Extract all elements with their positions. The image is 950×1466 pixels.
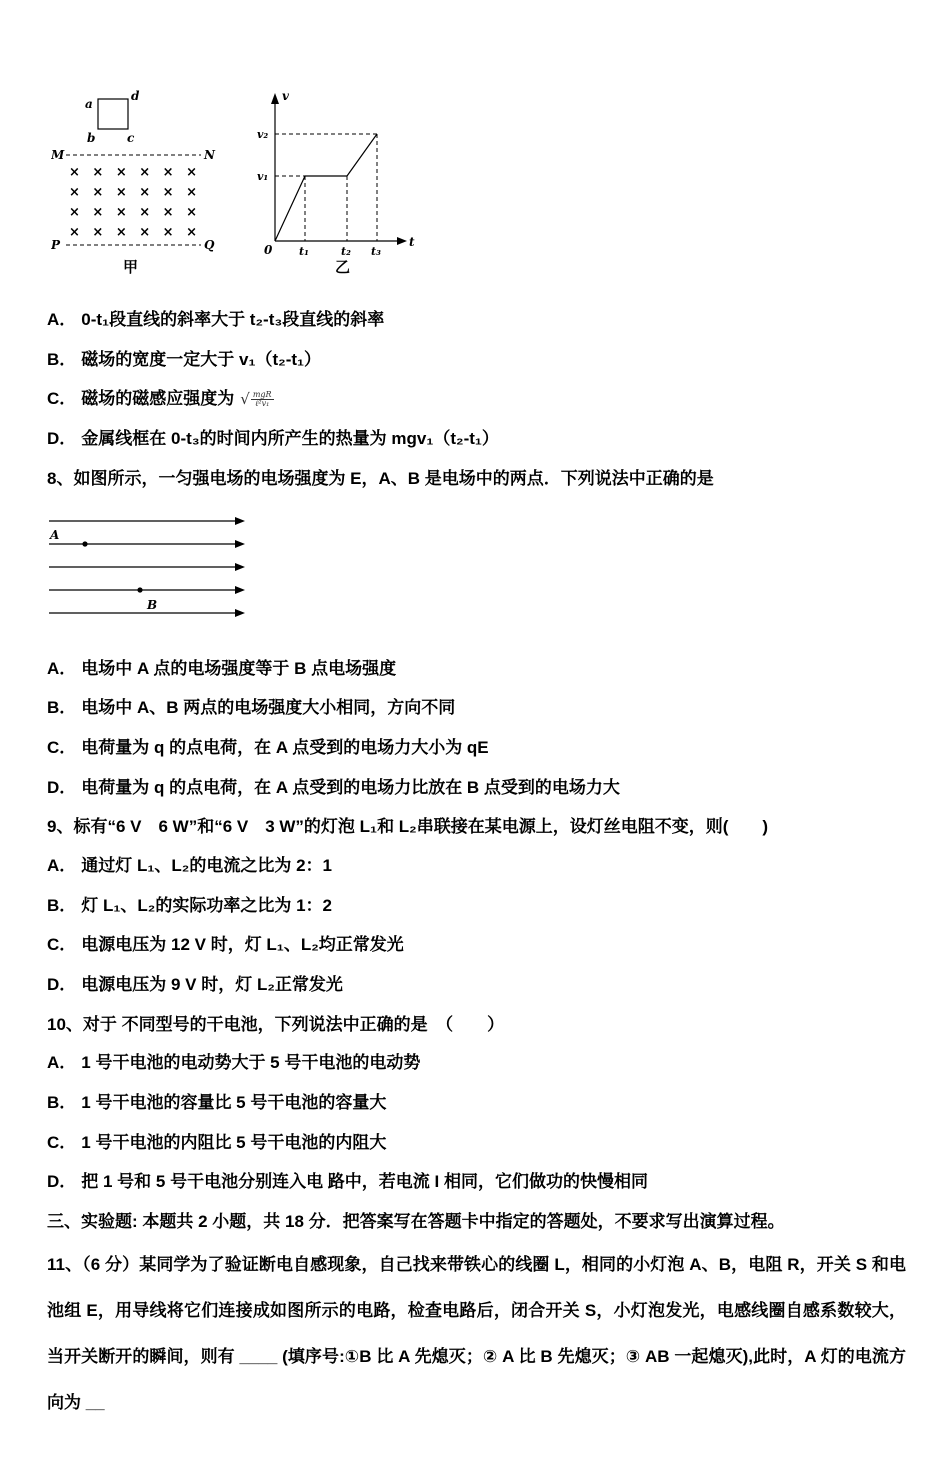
figure-caption-yi: 乙 bbox=[335, 259, 351, 276]
option-text: 1 号干电池的内阻比 5 号干电池的内阻大 bbox=[81, 1132, 387, 1152]
q10-option-c bbox=[47, 1131, 906, 1156]
option-label: B． bbox=[47, 698, 77, 718]
wire-frame-square bbox=[85, 89, 140, 145]
option-text: 1 号干电池的容量比 5 号干电池的容量大 bbox=[81, 1092, 387, 1112]
option-label: C． bbox=[47, 738, 77, 758]
option-text: 通过灯 L₁、L₂的电流之比为 2：1 bbox=[81, 856, 332, 876]
corner-label-b: b bbox=[87, 131, 96, 145]
q9-option-a bbox=[47, 854, 906, 879]
q9-option-b bbox=[47, 894, 906, 919]
label-v2: v₂ bbox=[257, 128, 269, 141]
q7-option-c bbox=[47, 387, 906, 412]
option-label: B． bbox=[47, 895, 77, 915]
q10-stem: 10、对于 不同型号的干电池，下列说法中正确的是 （ ） bbox=[47, 1014, 505, 1034]
option-text: 电场中 A 点的电场强度等于 B 点电场强度 bbox=[81, 658, 397, 678]
corner-label-c: c bbox=[127, 131, 135, 145]
cross-row-4: × × × × × × bbox=[69, 225, 201, 240]
point-label-A: A bbox=[50, 528, 60, 543]
field-boundary-top bbox=[51, 148, 216, 162]
option-label: A． bbox=[47, 1053, 77, 1073]
cross-row-3: × × × × × × bbox=[69, 205, 201, 220]
option-label: C． bbox=[47, 389, 77, 409]
option-label: A． bbox=[47, 310, 77, 329]
q8-option-d bbox=[47, 776, 906, 801]
section3-header: 三、实验题: 本题共 2 小题，共 18 分．把答案写在答题卡中指定的答题处，不要求写出演算过程。 bbox=[47, 1211, 785, 1231]
option-text: 电源电压为 12 V 时，灯 L₁、L₂均正常发光 bbox=[81, 935, 404, 955]
option-label: C． bbox=[47, 935, 77, 955]
question7-figures bbox=[51, 86, 906, 278]
q9-option-c bbox=[47, 933, 906, 958]
q8-option-a bbox=[47, 657, 906, 682]
corner-label-a: a bbox=[85, 97, 93, 111]
boundary-label-N: N bbox=[204, 148, 215, 162]
axis-label-v: v bbox=[282, 89, 289, 103]
option-label: C． bbox=[47, 1132, 77, 1152]
fraction-denominator: ℓ²v₁ bbox=[255, 399, 270, 409]
option-text: 电源电压为 9 V 时，灯 L₂正常发光 bbox=[81, 974, 343, 994]
q7-option-a bbox=[47, 308, 906, 333]
origin-label: 0 bbox=[264, 243, 273, 257]
q10-option-a bbox=[47, 1051, 906, 1076]
magnetic-field-formula bbox=[240, 387, 273, 412]
option-label: A． bbox=[47, 856, 77, 876]
q7-option-b bbox=[47, 348, 906, 373]
option-text: 电荷量为 q 的点电荷，在 A 点受到的电场力大小为 qE bbox=[81, 738, 489, 758]
boundary-label-M: M bbox=[51, 148, 65, 162]
graph-dashed-guides bbox=[275, 134, 377, 241]
fraction bbox=[251, 391, 274, 409]
option-text: 电荷量为 q 的点电荷，在 A 点受到的电场力比放在 B 点受到的电场力大 bbox=[81, 777, 620, 797]
option-text: 磁场的磁感应强度为 bbox=[81, 389, 235, 409]
label-t1: t₁ bbox=[299, 245, 309, 258]
q10-option-d bbox=[47, 1170, 906, 1195]
q9-stem: 9、标有“6 V 6 W”和“6 V 3 W”的灯泡 L₁和 L₂串联接在某电源上，设灯丝电阻不变，则( ) bbox=[47, 817, 769, 837]
option-text: 灯 L₁、L₂的实际功率之比为 1：2 bbox=[81, 895, 332, 915]
sqrt-symbol: √ bbox=[240, 389, 250, 408]
label-t3: t₃ bbox=[371, 245, 381, 258]
boundary-label-P: P bbox=[51, 238, 61, 252]
option-label: D． bbox=[47, 428, 77, 448]
fraction-numerator: mgR bbox=[252, 389, 272, 399]
option-label: D． bbox=[47, 1172, 77, 1192]
q11-text: 11、（6 分）某同学为了验证断电自感现象，自己找来带铁心的线圈 L，相同的小灯泡 A、B，电阻 R，开关 S 和电池组 E，用导线将它们连接成如图所示的电路，检查电路后，闭合开关 S，小灯泡发光，电感线圈自感系数较大，当开关断开的瞬间，则有 ____ (填序号:①B 比 A 先熄灭；② A 比 B 先熄灭；③ AB 一起熄灭),此时，A 灯的电流方向为 __ bbox=[47, 1255, 906, 1413]
option-text: 磁场的宽度一定大于 v₁（t₂-t₁） bbox=[81, 349, 322, 369]
axis-label-t: t bbox=[409, 235, 415, 249]
point-B-dot bbox=[137, 588, 142, 593]
q8-option-c bbox=[47, 736, 906, 761]
magnetic-field-region-figure bbox=[51, 86, 243, 278]
field-lines-figure bbox=[47, 511, 262, 629]
q8-option-b bbox=[47, 696, 906, 721]
velocity-curve bbox=[275, 134, 377, 241]
cross-row-2: × × × × × × bbox=[69, 185, 201, 200]
option-label: B． bbox=[47, 1092, 77, 1112]
option-text: 0-t₁段直线的斜率大于 t₂-t₃段直线的斜率 bbox=[81, 310, 385, 329]
option-label: D． bbox=[47, 777, 77, 797]
label-t2: t₂ bbox=[341, 245, 351, 258]
label-v1: v₁ bbox=[257, 170, 269, 183]
q8-stem: 8、如图所示，一匀强电场的电场强度为 E，A、B 是电场中的两点．下列说法中正确的是 bbox=[47, 468, 714, 488]
q9-option-d bbox=[47, 973, 906, 998]
option-text: 1 号干电池的电动势大于 5 号干电池的电动势 bbox=[81, 1053, 421, 1073]
option-label: A． bbox=[47, 658, 77, 678]
q7-option-d bbox=[47, 427, 906, 452]
field-boundary-bottom bbox=[51, 238, 215, 252]
velocity-time-graph-figure bbox=[257, 86, 422, 278]
corner-label-d: d bbox=[131, 89, 140, 103]
option-text: 把 1 号和 5 号干电池分别连入电 路中，若电流 I 相同，它们做功的快慢相同 bbox=[81, 1172, 648, 1192]
figure-caption-jia: 甲 bbox=[123, 259, 139, 276]
option-text: 金属线框在 0-t₃的时间内所产生的热量为 mgv₁（t₂-t₁） bbox=[81, 428, 499, 448]
point-label-B: B bbox=[147, 598, 158, 613]
option-text: 电场中 A、B 两点的电场强度大小相同，方向不同 bbox=[81, 698, 456, 718]
cross-row-1: × × × × × × bbox=[69, 165, 201, 180]
option-label: B． bbox=[47, 349, 77, 369]
boundary-label-Q: Q bbox=[204, 238, 215, 252]
point-A-dot bbox=[82, 542, 87, 547]
cross-field-symbols bbox=[69, 165, 201, 240]
option-label: D． bbox=[47, 974, 77, 994]
q10-option-b bbox=[47, 1091, 906, 1116]
graph-axes bbox=[264, 89, 415, 257]
